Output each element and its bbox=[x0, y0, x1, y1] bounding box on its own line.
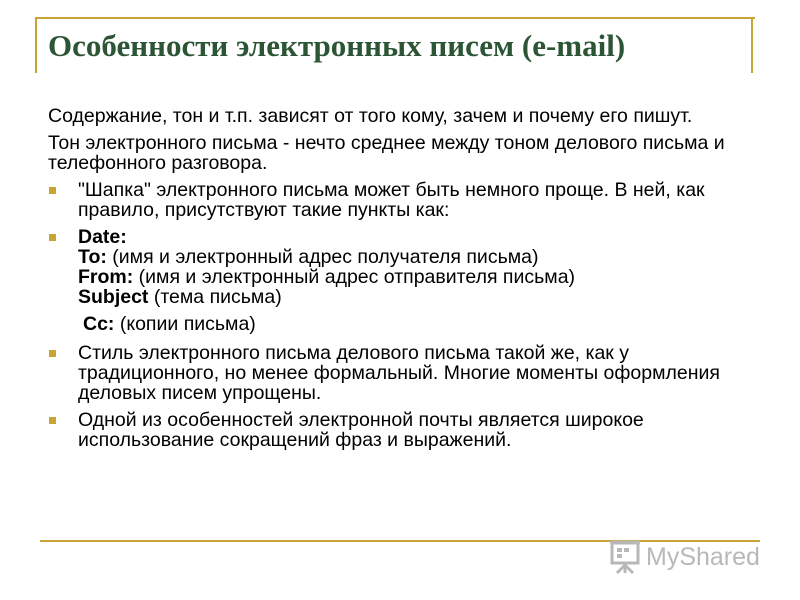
field-cc-label: Cc: bbox=[83, 313, 115, 335]
bullet-style bbox=[48, 343, 768, 403]
field-date bbox=[78, 227, 768, 247]
slide-title: Особенности электронных писем (e-mail) bbox=[48, 28, 626, 63]
watermark-logo bbox=[608, 537, 768, 577]
bullet-square-icon bbox=[49, 417, 56, 424]
bullet-abbreviations-text: Одной из особенностей электронной почты является широкое использование сокращений фраз и выражений. bbox=[78, 409, 644, 451]
header-top-rule bbox=[35, 17, 755, 19]
bullet-square-icon bbox=[49, 234, 56, 241]
bullet-style-text: Стиль электронного письма делового письма такой же, как у традиционного, но менее формальный. Многие моменты оформления деловых писем упрощены. bbox=[78, 342, 720, 404]
field-to-text: (имя и электронный адрес получателя письма) bbox=[106, 246, 539, 268]
slide-body bbox=[48, 106, 768, 457]
field-from-label: From: bbox=[78, 266, 134, 288]
field-cc-text: (копии письма) bbox=[114, 313, 256, 335]
paragraph-content-tone: Содержание, тон и т.п. зависят от того кому, зачем и почему его пишут. bbox=[48, 105, 693, 127]
field-subject bbox=[78, 287, 768, 307]
field-from bbox=[78, 267, 768, 287]
field-from-text: (имя и электронный адрес отправителя письма) bbox=[133, 266, 576, 288]
bullet-field-list bbox=[48, 227, 768, 307]
field-to bbox=[78, 247, 768, 267]
header-right-rule bbox=[751, 17, 753, 73]
bullet-square-icon bbox=[49, 350, 56, 357]
presentation-board-icon bbox=[608, 537, 644, 575]
field-subject-label: Subject bbox=[78, 286, 149, 308]
watermark-text: MyShared bbox=[646, 543, 760, 571]
header-left-rule bbox=[35, 17, 37, 73]
field-cc bbox=[83, 314, 768, 334]
field-date-label: Date: bbox=[78, 226, 127, 248]
bullet-square-icon bbox=[49, 187, 56, 194]
paragraph-email-tone: Тон электронного письма - нечто среднее между тоном делового письма и телефонного разговора. bbox=[48, 132, 725, 174]
field-subject-text: (тема письма) bbox=[148, 286, 282, 308]
bullet-header-text: "Шапка" электронного письма может быть немного проще. В ней, как правило, присутствуют такие пункты как: bbox=[78, 179, 705, 221]
field-to-label: To: bbox=[78, 246, 107, 268]
bullet-abbreviations bbox=[48, 410, 768, 450]
bullet-header-fields bbox=[48, 180, 768, 220]
